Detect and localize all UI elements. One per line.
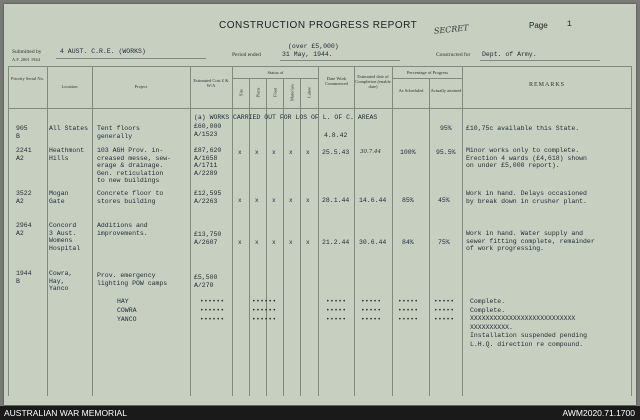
row-2-status-labor: x — [306, 197, 310, 204]
row-3-cost: £13,750 A/2607 — [194, 231, 222, 246]
report-sheet — [4, 4, 636, 405]
row-1-date: 25.5.43 — [322, 149, 350, 156]
row-1-status-materials: x — [289, 149, 293, 156]
filler-date-2: ••••• — [326, 307, 347, 314]
col-rule-7 — [283, 78, 284, 396]
filler-sched-3: ••••• — [398, 316, 419, 323]
period-label: Period ended — [232, 52, 261, 58]
row-4-project: Prov. emergency lighting POW camps — [97, 272, 168, 287]
col-rule-5 — [249, 78, 250, 396]
row-0-location: All States — [49, 125, 89, 132]
sub-row-locations: HAY COWRA YANCO — [117, 298, 137, 323]
row-1-actual: 95.5% — [436, 149, 456, 156]
col-header-as-scheduled: As Scheduled — [398, 88, 424, 93]
filler-cost-2: •••••• — [200, 307, 225, 314]
row-2-serial: 3522 A2 — [16, 190, 32, 205]
col-header-cost: Estimated Cost £ & W/A — [193, 78, 229, 89]
row-3-status-plans: x — [255, 239, 259, 246]
row-3-serial: 2964 A2 — [16, 222, 32, 237]
status-sub-rule — [232, 78, 318, 79]
filler-cost-1: •••••• — [200, 298, 225, 305]
row-2-project: Concrete floor to stores building — [97, 190, 164, 205]
col-rule-11 — [392, 66, 393, 396]
col-header-date-work: Date Work Commenced — [325, 76, 348, 87]
row-3-date: 21.2.44 — [322, 239, 350, 246]
col-rule-1 — [47, 66, 48, 396]
row-2-status-plans: x — [255, 197, 259, 204]
row-2-remarks: Work in hand. Delays occasioned by break down in crusher plant. — [466, 190, 587, 205]
submitted-underline — [56, 58, 206, 59]
row-3-location: Concord 3 Aust. Womens Hospital — [49, 222, 81, 252]
row-3-project: Additions and improvements. — [97, 222, 148, 237]
col-header-materials: Materials — [289, 84, 295, 101]
report-title: CONSTRUCTION PROGRESS REPORT — [219, 20, 418, 31]
col-header-remarks: REMARKS — [528, 82, 565, 88]
constructed-label: Constructed for — [436, 52, 471, 58]
col-rule-13 — [462, 66, 463, 396]
row-3-actual: 75% — [438, 239, 450, 246]
row-2-actual: 45% — [438, 197, 450, 204]
filler-status-2: •••••• — [252, 307, 277, 314]
filler-actual-3: ••••• — [434, 316, 455, 323]
col-rule-8 — [300, 78, 301, 396]
col-rule-12 — [429, 78, 430, 396]
col-header-project: Project — [134, 84, 148, 89]
percent-sub-rule — [392, 78, 462, 79]
period-note: (over £5,000) — [288, 43, 339, 50]
row-2-status-site: x — [238, 197, 242, 204]
filler-date-3: ••••• — [326, 316, 347, 323]
col-header-float: Float — [272, 87, 278, 98]
archive-footer — [0, 406, 640, 420]
col-rule-6 — [266, 78, 267, 396]
filler-actual-1: ••••• — [434, 298, 455, 305]
filler-cost-3: •••••• — [200, 316, 225, 323]
col-header-plans: Plans — [255, 87, 261, 98]
row-2-location: Mogan Gate — [49, 190, 69, 205]
submitted-value: 4 AUST. C.R.E. (WORKS) — [60, 48, 146, 55]
page-label: Page — [529, 21, 548, 30]
filler-est-1: ••••• — [361, 298, 382, 305]
period-underline — [280, 60, 400, 61]
secret-mark: SECRET — [433, 23, 469, 36]
filler-sched-2: ••••• — [398, 307, 419, 314]
row-3-scheduled: 84% — [402, 239, 414, 246]
footer-institution: AUSTRALIAN WAR MEMORIAL — [4, 408, 127, 418]
row-1-location: Heathmont Hills — [49, 147, 85, 162]
submitted-label: Submitted by — [12, 49, 42, 55]
section-heading: (a) WORKS CARRIED OUT FOR LOS OF L. OF C. AREAS — [194, 114, 378, 121]
header-bottom-rule — [8, 108, 632, 109]
row-2-date: 28.1.44 — [322, 197, 350, 204]
row-1-cost: £87,620 A/1658 A/1711 A/2289 — [194, 147, 222, 177]
row-1-est-completion: 30.7.44 — [360, 149, 381, 155]
row-0-serial: 905 B — [16, 125, 28, 140]
constructed-underline — [480, 60, 600, 61]
table-top-rule — [8, 66, 632, 67]
row-3-status-materials: x — [289, 239, 293, 246]
col-header-est-completion: Estimated date of Completion (enable date) — [355, 74, 391, 90]
filler-sched-1: ••••• — [398, 298, 419, 305]
row-0-actual: 95% — [440, 125, 452, 132]
col-header-priority: Priority Serial No. — [10, 76, 45, 81]
footer-accession: AWM2020.71.1700 — [562, 408, 635, 418]
filler-actual-2: ••••• — [434, 307, 455, 314]
row-0-cost: £60,000 A/1523 — [194, 123, 222, 138]
row-0-project: Tent floors generally — [97, 125, 140, 140]
col-header-actually: Actually attained — [430, 88, 462, 93]
col-header-labor: Labor — [306, 87, 312, 98]
filler-date-1: ••••• — [326, 298, 347, 305]
col-header-site: Site — [238, 89, 244, 97]
row-3-est-completion: 30.6.44 — [359, 239, 387, 246]
row-0-remarks: £10,75c available this State. — [466, 125, 580, 132]
row-1-project: 103 AGH Prov. in- creased messe, sew- erage & drainage. Gen. reticulation to new buildings — [97, 147, 172, 184]
page-number: 1 — [567, 20, 572, 29]
row-4-cost: £5,500 A/270 — [194, 274, 218, 289]
row-2-scheduled: 85% — [402, 197, 414, 204]
row-3-status-labor: x — [306, 239, 310, 246]
row-1-remarks: Minor works only to complete. Erection 4 wards (£4,618) shown on under £5,000 report). — [466, 147, 587, 169]
row-1-status-labor: x — [306, 149, 310, 156]
filler-status-3: •••••• — [252, 316, 277, 323]
col-rule-3 — [190, 66, 191, 396]
row-2-est-completion: 14.6.44 — [359, 197, 387, 204]
form-number: A.F. 2001 1944 — [12, 57, 40, 62]
filler-est-3: ••••• — [361, 316, 382, 323]
row-1-status-plans: x — [255, 149, 259, 156]
row-4-serial: 1944 B — [16, 270, 32, 285]
col-rule-14 — [631, 66, 632, 396]
col-header-location: Location — [61, 84, 78, 89]
row-1-scheduled: 100% — [400, 149, 416, 156]
row-0-date: 4.8.42 — [324, 132, 348, 139]
row-2-cost: £12,595 A/2263 — [194, 190, 222, 205]
row-1-status-float: x — [272, 149, 276, 156]
row-4-location: Cowra, Hay, Yanco — [49, 270, 73, 292]
row-3-status-site: x — [238, 239, 242, 246]
row-1-status-site: x — [238, 149, 242, 156]
col-header-status: Status of — [267, 70, 284, 75]
col-rule-0 — [8, 66, 9, 396]
row-3-remarks: Work in hand. Water supply and sewer fitting complete, remainder of work progressing. — [466, 230, 595, 252]
row-2-status-float: x — [272, 197, 276, 204]
row-1-serial: 2241 A2 — [16, 147, 32, 162]
constructed-value: Dept. of Army. — [482, 51, 537, 58]
row-2-status-materials: x — [289, 197, 293, 204]
row-3-status-float: x — [272, 239, 276, 246]
filler-est-2: ••••• — [361, 307, 382, 314]
col-header-percentage: Percentage of Progress — [406, 70, 449, 75]
col-rule-2 — [92, 66, 93, 396]
period-value: 31 May, 1944. — [282, 51, 333, 58]
sub-row-remarks: Complete. Complete. XXXXXXXXXXXXXXXXXXXXXXXXXXX XXXXXXXXXX. Installation suspended pending L.H.Q. direction re compound. — [470, 298, 588, 348]
filler-status-1: •••••• — [252, 298, 277, 305]
